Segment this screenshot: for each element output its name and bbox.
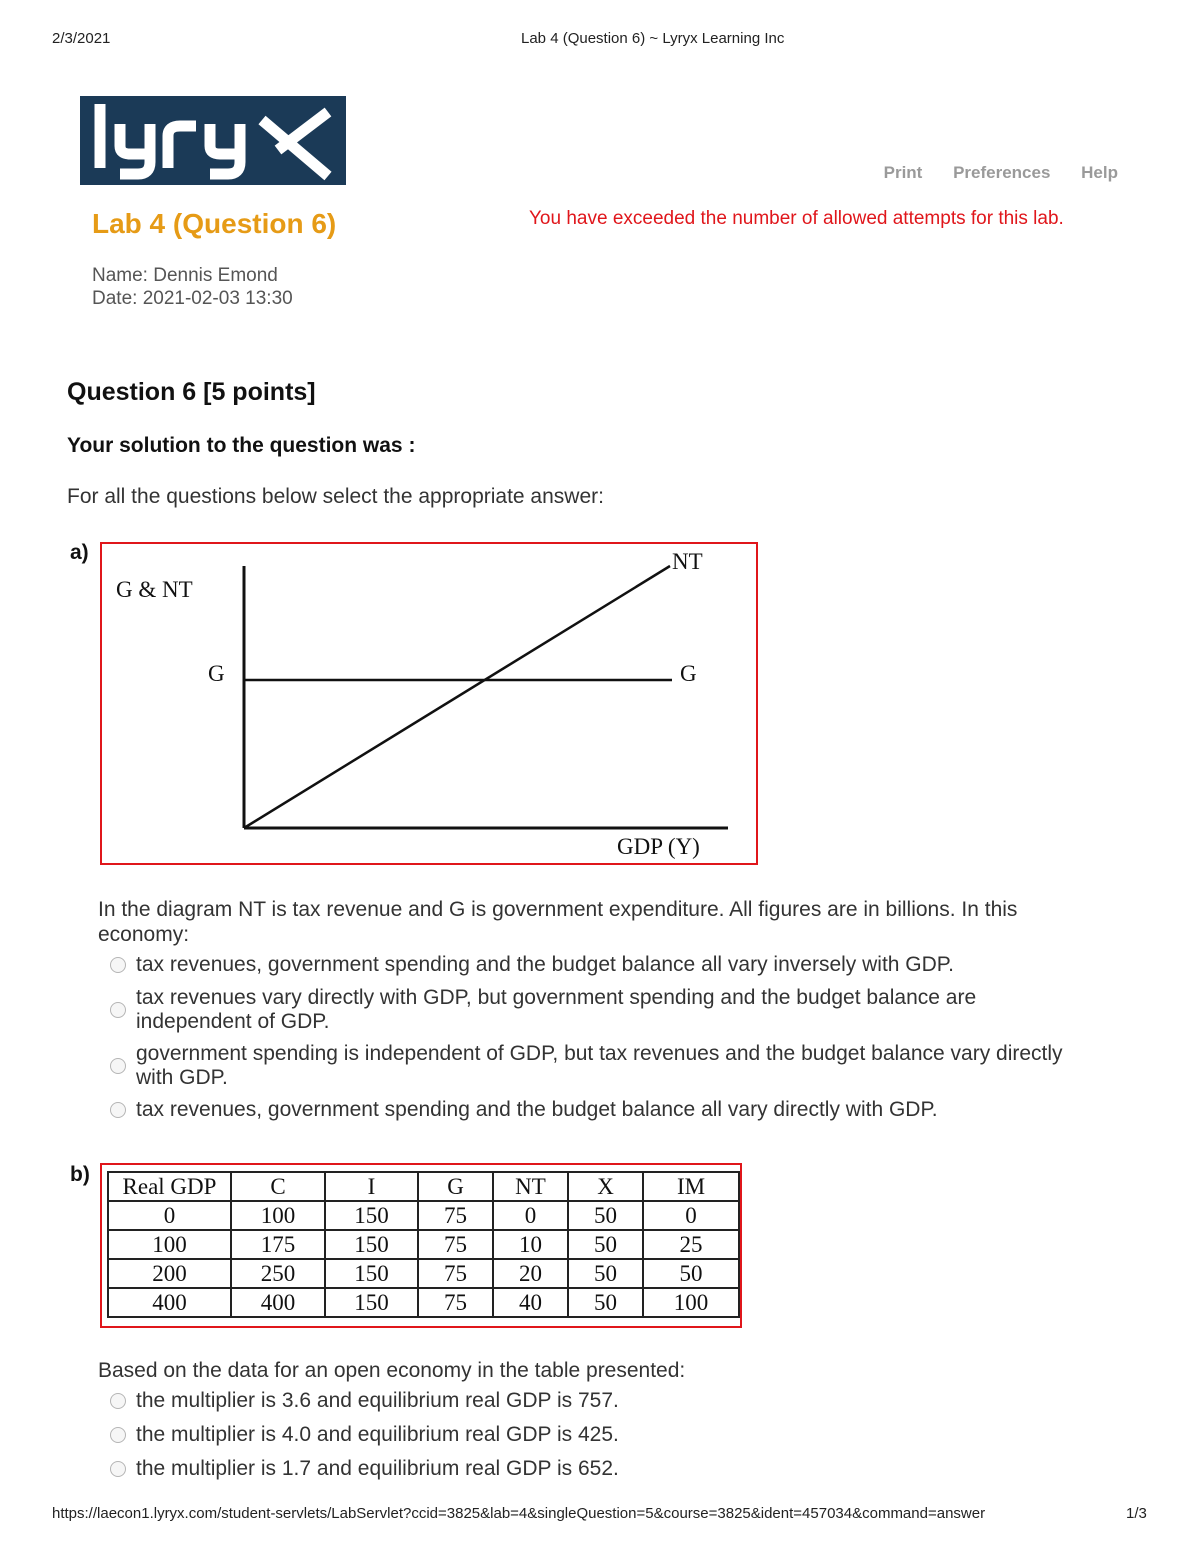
table-cell: 100	[643, 1288, 739, 1317]
column-header: I	[325, 1172, 418, 1201]
radio-button[interactable]	[110, 1461, 126, 1477]
nt-line	[244, 566, 670, 828]
logo-text: lyryx	[80, 96, 83, 97]
table-cell: 25	[643, 1230, 739, 1259]
column-header: NT	[493, 1172, 568, 1201]
table-cell: 50	[568, 1201, 643, 1230]
part-a-diagram	[100, 542, 758, 865]
radio-button[interactable]	[110, 1102, 126, 1118]
table-cell: 200	[108, 1259, 231, 1288]
table-row	[108, 1259, 739, 1288]
part-a-option-3[interactable]	[110, 1042, 1070, 1090]
table-cell: 400	[231, 1288, 325, 1317]
part-a-option-4[interactable]	[110, 1098, 1070, 1122]
table-cell: 50	[568, 1288, 643, 1317]
option-label: tax revenues vary directly with GDP, but government spending and the budget balance are independent of GDP.	[136, 986, 977, 1033]
option-label: the multiplier is 1.7 and equilibrium real GDP is 652.	[136, 1457, 619, 1480]
table-cell: 20	[493, 1259, 568, 1288]
g-label-right: G	[680, 661, 697, 686]
part-a-option-1[interactable]	[110, 953, 1070, 977]
table-cell: 175	[231, 1230, 325, 1259]
radio-button[interactable]	[110, 957, 126, 973]
table-cell: 75	[418, 1259, 493, 1288]
question-intro: For all the questions below select the appropriate answer:	[67, 485, 604, 508]
part-b-option-2[interactable]	[110, 1423, 1070, 1447]
table-row	[108, 1230, 739, 1259]
radio-button[interactable]	[110, 1058, 126, 1074]
print-link[interactable]: Print	[883, 163, 923, 182]
option-label: tax revenues, government spending and the budget balance all vary directly with GDP.	[136, 1098, 938, 1121]
table-cell: 0	[108, 1201, 231, 1230]
help-link[interactable]: Help	[1081, 163, 1118, 182]
x-axis-label: GDP (Y)	[617, 834, 700, 859]
table-cell: 150	[325, 1259, 418, 1288]
submission-date: Date: 2021-02-03 13:30	[92, 288, 293, 309]
student-name: Name: Dennis Emond	[92, 265, 278, 286]
table-cell: 10	[493, 1230, 568, 1259]
table-cell: 150	[325, 1288, 418, 1317]
solution-heading: Your solution to the question was :	[67, 434, 416, 457]
option-label: the multiplier is 3.6 and equilibrium real GDP is 757.	[136, 1389, 619, 1412]
table-cell: 50	[568, 1230, 643, 1259]
table-cell: 40	[493, 1288, 568, 1317]
table-cell: 75	[418, 1230, 493, 1259]
print-page-number: 1/3	[1126, 1505, 1147, 1522]
table-cell: 75	[418, 1288, 493, 1317]
table-cell: 75	[418, 1201, 493, 1230]
table-cell: 0	[493, 1201, 568, 1230]
table-cell: 100	[231, 1201, 325, 1230]
table-cell: 100	[108, 1230, 231, 1259]
table-cell: 50	[643, 1259, 739, 1288]
y-axis-label: G & NT	[116, 577, 193, 602]
lyryx-logo	[80, 96, 346, 185]
radio-button[interactable]	[110, 1427, 126, 1443]
column-header: Real GDP	[108, 1172, 231, 1201]
option-label: tax revenues, government spending and the budget balance all vary inversely with GDP.	[136, 953, 954, 976]
table-cell: 150	[325, 1230, 418, 1259]
part-b-label: b)	[70, 1163, 90, 1186]
table-cell: 150	[325, 1201, 418, 1230]
table-cell: 400	[108, 1288, 231, 1317]
economy-data-table	[107, 1171, 740, 1318]
part-b-option-3[interactable]	[110, 1457, 1070, 1481]
part-a-option-2[interactable]	[110, 986, 1070, 1034]
option-label: government spending is independent of GDP, but tax revenues and the budget balance vary directly with GDP.	[136, 1042, 1063, 1089]
print-url: https://laecon1.lyryx.com/student-servlets/LabServlet?ccid=3825&lab=4&singleQuestion=5&course=3825&ident=457034&command=answer	[52, 1505, 986, 1522]
print-date: 2/3/2021	[52, 30, 111, 47]
radio-button[interactable]	[110, 1393, 126, 1409]
question-title: Question 6 [5 points]	[67, 378, 316, 406]
part-b-option-1[interactable]	[110, 1389, 1070, 1413]
g-label-left: G	[208, 661, 225, 686]
part-a-label: a)	[70, 541, 89, 564]
part-b-prompt: Based on the data for an open economy in the table presented:	[98, 1359, 686, 1382]
table-header-row	[108, 1172, 739, 1201]
print-page-title: Lab 4 (Question 6) ~ Lyryx Learning Inc	[521, 30, 785, 47]
preferences-link[interactable]: Preferences	[953, 163, 1051, 182]
column-header: C	[231, 1172, 325, 1201]
column-header: IM	[643, 1172, 739, 1201]
part-a-prompt: In the diagram NT is tax revenue and G is government expenditure. All figures are in billions. In this economy:	[98, 898, 1018, 946]
lab-title: Lab 4 (Question 6)	[92, 208, 337, 239]
table-cell: 50	[568, 1259, 643, 1288]
table-row	[108, 1201, 739, 1230]
column-header: X	[568, 1172, 643, 1201]
column-header: G	[418, 1172, 493, 1201]
table-row	[108, 1288, 739, 1317]
top-links	[858, 163, 1118, 183]
table-cell: 250	[231, 1259, 325, 1288]
radio-button[interactable]	[110, 1002, 126, 1018]
attempts-warning: You have exceeded the number of allowed attempts for this lab.	[529, 208, 1064, 229]
nt-label: NT	[672, 549, 703, 574]
table-cell: 0	[643, 1201, 739, 1230]
option-label: the multiplier is 4.0 and equilibrium real GDP is 425.	[136, 1423, 619, 1446]
